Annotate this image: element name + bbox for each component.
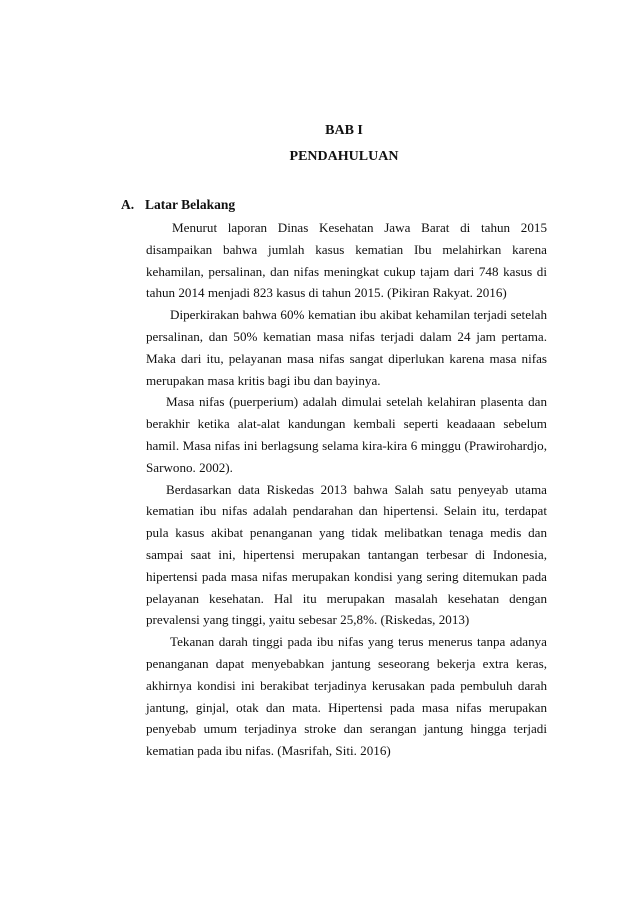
paragraph-1: Menurut laporan Dinas Kesehatan Jawa Barat di tahun 2015 disampaikan bahwa jumlah kasus kematian Ibu melahirkan karena kehamilan, persalinan, dan nifas meningkat cukup tajam dari 748 kasus di tahun 2014 menjadi 823 kasus di tahun 2015. (Pikiran Rakyat. 2016): [146, 220, 547, 301]
body-text: [146, 217, 547, 762]
section-title: Latar Belakang: [145, 197, 236, 212]
section-letter: A.: [121, 197, 135, 212]
paragraph-2: Diperkirakan bahwa 60% kematian ibu akibat kehamilan terjadi setelah persalinan, dan 50% kematian masa nifas terjadi dalam 24 jam pertama. Maka dari itu, pelayanan masa nifas sangat diperlukan karena masa nifas merupakan masa kritis bagi ibu dan bayinya.: [146, 307, 547, 388]
section-heading: [121, 197, 235, 213]
chapter-number: BAB I: [325, 123, 363, 138]
paragraph-4: Berdasarkan data Riskedas 2013 bahwa Salah satu penyeyab utama kematian ibu nifas adalah pendarahan dan hipertensi. Selain itu, terdapat pula kasus akibat penanganan yang tidak melibatkan tenaga medis dan sampai saat ini, hipertensi merupakan tantangan terbesar di Indonesia, hipertensi pada masa nifas merupakan kondisi yang sering ditemukan pada pelayanan kesehatan. Hal itu merupakan masalah kesehatan dengan prevalensi yang tinggi, yaitu sebesar 25,8%. (Riskedas, 2013): [146, 481, 547, 628]
chapter-title: PENDAHULUAN: [289, 149, 399, 164]
paragraph-5: Tekanan darah tinggi pada ibu nifas yang terus menerus tanpa adanya penanganan dapat menyebabkan jantung seseorang bekerja extra keras, akhirnya kondisi ini berakibat terjadinya kerusakan pada pembuluh darah jantung, ginjal, otak dan mata. Hipertensi pada masa nifas merupakan penyebab umum terjadinya stroke dan serangan jantung hingga terjadi kematian pada ibu nifas. (Masrifah, Siti. 2016): [146, 634, 547, 759]
paragraph-3: Masa nifas (puerperium) adalah dimulai setelah kelahiran plasenta dan berakhir ketika alat-alat kandungan kembali seperti keadaaan sebelum hamil. Masa nifas ini berlagsung selama kira-kira 6 minggu (Prawirohardjo, Sarwono. 2002).: [146, 394, 547, 475]
